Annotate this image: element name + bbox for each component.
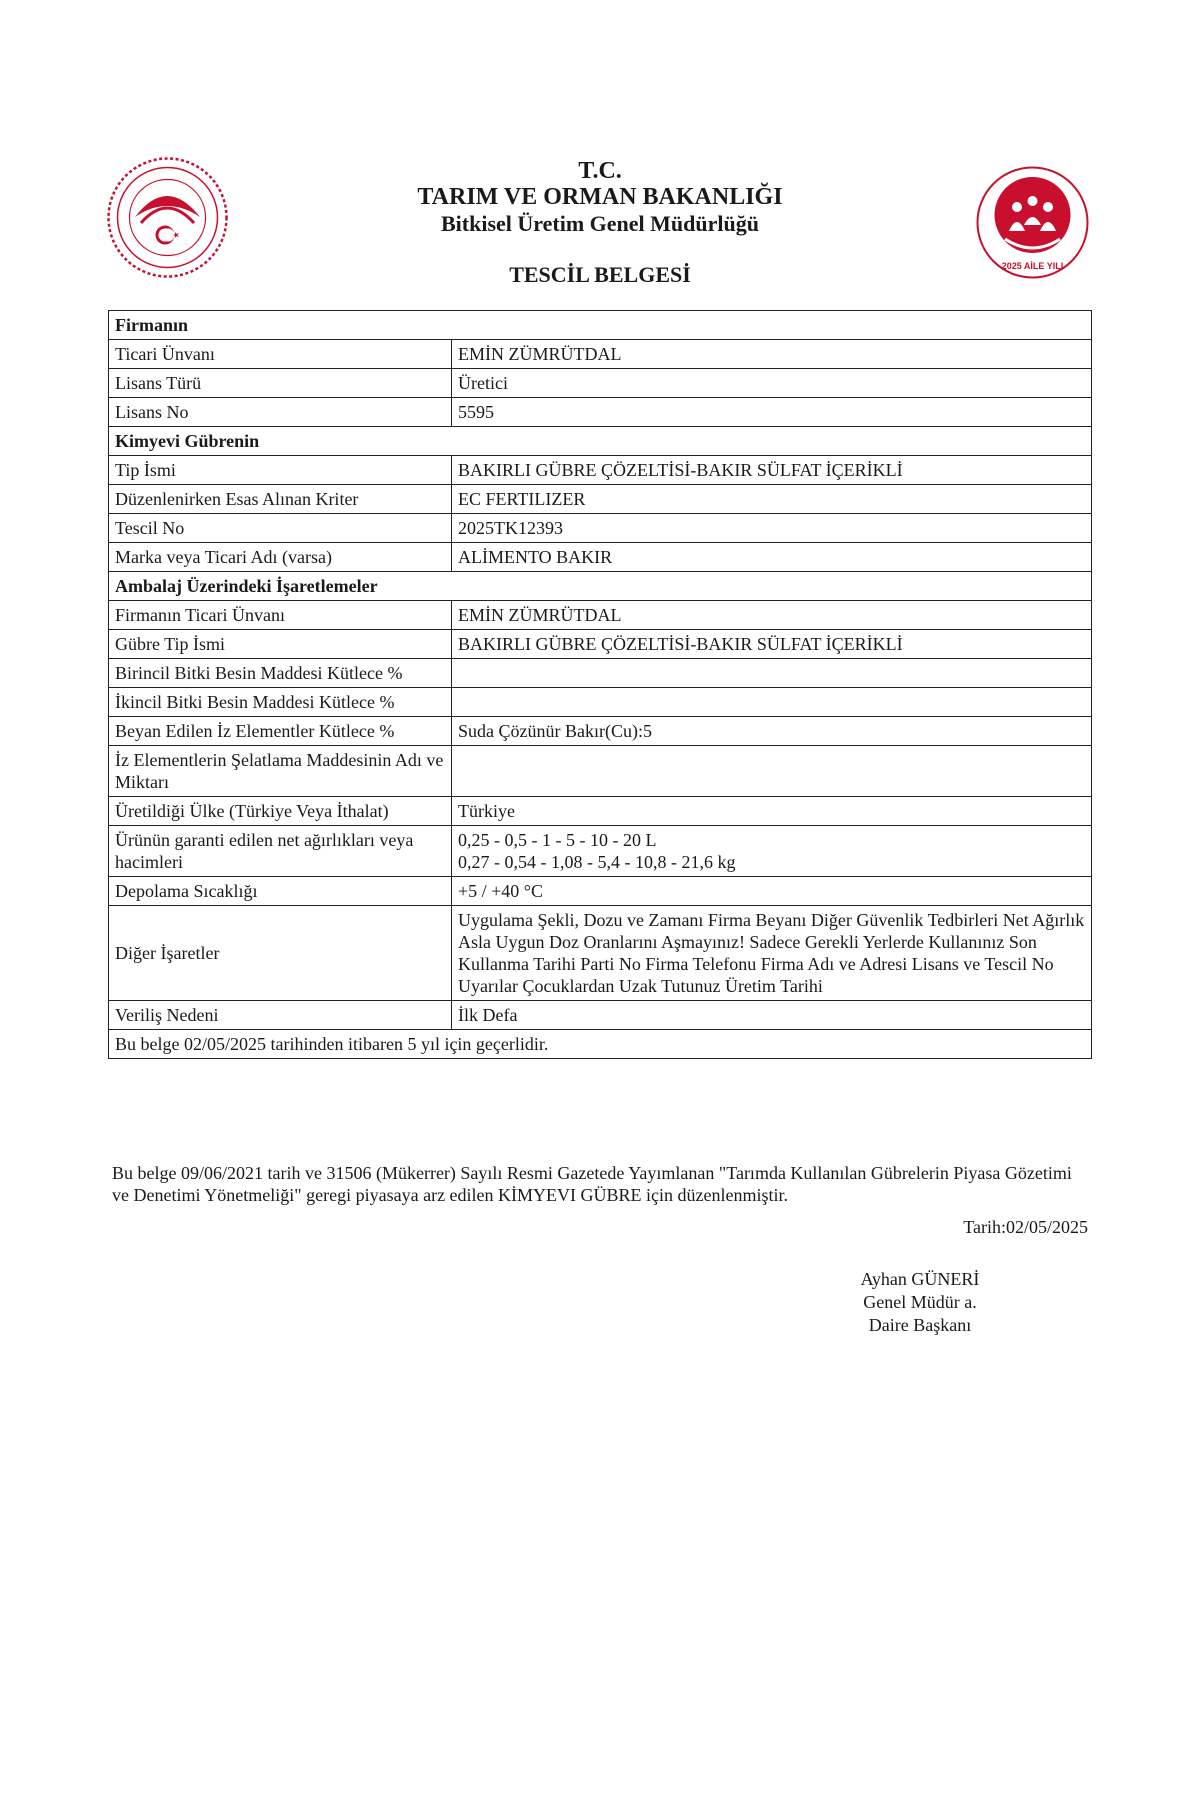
row-value: BAKIRLI GÜBRE ÇÖZELTİSİ-BAKIR SÜLFAT İÇERİKLİ <box>452 456 1092 485</box>
row-value: EMİN ZÜMRÜTDAL <box>452 601 1092 630</box>
table-row <box>109 456 1092 485</box>
table-row <box>109 877 1092 906</box>
row-value: Suda Çözünür Bakır(Cu):5 <box>452 717 1092 746</box>
section-row <box>109 572 1092 601</box>
row-value: +5 / +40 °C <box>452 877 1092 906</box>
table-row <box>109 688 1092 717</box>
table-row <box>109 340 1092 369</box>
signer-name: Ayhan GÜNERİ <box>860 1269 980 1289</box>
row-label: Ticari Ünvanı <box>109 340 452 369</box>
row-label: Tip İsmi <box>109 456 452 485</box>
row-label: Düzenlenirken Esas Alınan Kriter <box>109 485 452 514</box>
section-row <box>109 311 1092 340</box>
row-value <box>452 746 1092 797</box>
table-row <box>109 398 1092 427</box>
row-value <box>452 826 1092 877</box>
table-row <box>109 601 1092 630</box>
document-title: TESCİL BELGESİ <box>509 262 691 287</box>
row-value: EC FERTILIZER <box>452 485 1092 514</box>
row-label: Lisans No <box>109 398 452 427</box>
row-value <box>452 688 1092 717</box>
row-label: Tescil No <box>109 514 452 543</box>
row-label: Ürünün garanti edilen net ağırlıkları veya hacimleri <box>109 826 452 877</box>
row-value: Türkiye <box>452 797 1092 826</box>
signature-block <box>850 1268 990 1337</box>
section-firma: Firmanın <box>109 311 1092 340</box>
table-row <box>109 514 1092 543</box>
row-label: Firmanın Ticari Ünvanı <box>109 601 452 630</box>
table-row <box>109 659 1092 688</box>
row-label: Lisans Türü <box>109 369 452 398</box>
row-label: Birincil Bitki Besin Maddesi Kütlece % <box>109 659 452 688</box>
row-label: Veriliş Nedeni <box>109 1001 452 1030</box>
header-ministry: TARIM VE ORMAN BAKANLIĞI <box>417 184 783 210</box>
table-row <box>109 485 1092 514</box>
row-label: Depolama Sıcaklığı <box>109 877 452 906</box>
validity-text: Bu belge 02/05/2025 tarihinden itibaren 5 yıl için geçerlidir. <box>109 1030 1092 1059</box>
table-row <box>109 543 1092 572</box>
volume-values: 0,25 - 0,5 - 1 - 5 - 10 - 20 L <box>458 830 657 850</box>
row-value: Uygulama Şekli, Dozu ve Zamanı Firma Beyanı Diğer Güvenlik Tedbirleri Net Ağırlık Asla Uygun Doz Oranlarını Aşmayınız! Sadece Gerekli Yerlerde Kullanınız Son Kullanma Tarihi Parti No Firma Telefonu Firma Adı ve Adresi Lisans ve Tescil No Uyarılar Çocuklardan Uzak Tutunuz Üretim Tarihi <box>452 906 1092 1001</box>
row-label: Marka veya Ticari Adı (varsa) <box>109 543 452 572</box>
signer-title: Genel Müdür a. <box>863 1292 977 1312</box>
row-label: Beyan Edilen İz Elementler Kütlece % <box>109 717 452 746</box>
table-row <box>109 630 1092 659</box>
row-label: Gübre Tip İsmi <box>109 630 452 659</box>
row-value: BAKIRLI GÜBRE ÇÖZELTİSİ-BAKIR SÜLFAT İÇERİKLİ <box>452 630 1092 659</box>
table-row <box>109 906 1092 1001</box>
row-value: EMİN ZÜMRÜTDAL <box>452 340 1092 369</box>
table-row <box>109 797 1092 826</box>
registration-table <box>108 310 1092 1059</box>
section-gubre: Kimyevi Gübrenin <box>109 427 1092 456</box>
issue-date: Tarih:02/05/2025 <box>963 1217 1088 1237</box>
svg-text:2025 AİLE YILI: 2025 AİLE YILI <box>1001 261 1064 271</box>
table-row <box>109 1001 1092 1030</box>
row-value <box>452 659 1092 688</box>
row-value: 5595 <box>452 398 1092 427</box>
row-label: İz Elementlerin Şelatlama Maddesinin Adı ve Miktarı <box>109 746 452 797</box>
validity-row <box>109 1030 1092 1059</box>
header-directorate: Bitkisel Üretim Genel Müdürlüğü <box>441 211 759 236</box>
row-label: İkincil Bitki Besin Maddesi Kütlece % <box>109 688 452 717</box>
weight-values: 0,27 - 0,54 - 1,08 - 5,4 - 10,8 - 21,6 kg <box>458 852 736 872</box>
row-label: Üretildiği Ülke (Türkiye Veya İthalat) <box>109 797 452 826</box>
section-row <box>109 427 1092 456</box>
table-row <box>109 826 1092 877</box>
header-tc: T.C. <box>578 158 622 184</box>
signer-department: Daire Başkanı <box>868 1315 972 1335</box>
section-ambalaj: Ambalaj Üzerindeki İşaretlemeler <box>109 572 1092 601</box>
row-value: ALİMENTO BAKIR <box>452 543 1092 572</box>
table-row <box>109 717 1092 746</box>
row-label: Diğer İşaretler <box>109 906 452 1001</box>
row-value: 2025TK12393 <box>452 514 1092 543</box>
table-row <box>109 369 1092 398</box>
row-value: Üretici <box>452 369 1092 398</box>
regulation-note: Bu belge 09/06/2021 tarih ve 31506 (Mükerrer) Sayılı Resmi Gazetede Yayımlanan "Tarımda Kullanılan Gübrelerin Piyasa Gözetimi ve Denetimi Yönetmeliği" geregi piyasaya arz edilen KİMYEVI GÜBRE için düzenlenmiştir. <box>112 1163 1072 1205</box>
row-value: İlk Defa <box>452 1001 1092 1030</box>
table-row <box>109 746 1092 797</box>
